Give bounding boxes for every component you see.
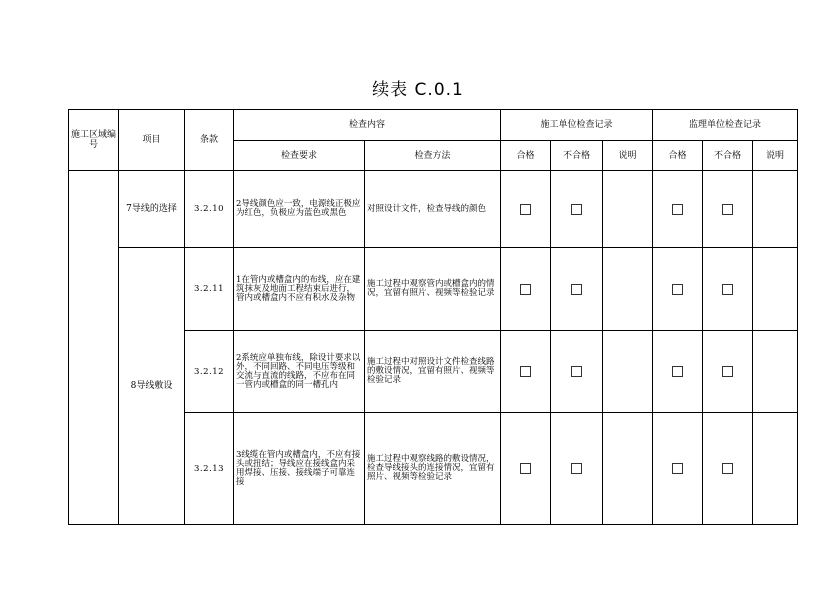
supervision-unqualified-checkbox[interactable] [722,204,733,215]
table-row [69,171,798,248]
supervision-unqualified-checkbox[interactable] [722,463,733,474]
supervision-qualified-checkbox[interactable] [672,284,683,295]
clause-cell: 3.2.11 [185,248,234,331]
supervision-unqualified-checkbox[interactable] [722,284,733,295]
construction-qualified-checkbox[interactable] [520,366,531,377]
page-title: 续表 C.0.1 [372,80,464,100]
construction-note-cell[interactable] [603,413,653,525]
area-code-cell [69,171,119,525]
construction-note-cell[interactable] [603,248,653,331]
construction-qualified-checkbox[interactable] [520,463,531,474]
construction-qualified-checkbox[interactable] [520,284,531,295]
method-cell: 施工过程中对照设计文件检查线路的敷设情况，宜留有照片、视频等检验记录 [365,331,501,413]
supervision-note-cell[interactable] [753,413,798,525]
header-supervision-qualified: 合格 [653,141,703,171]
method-cell: 施工过程中观察管内或槽盒内的情况，宜留有照片、视频等检验记录 [365,248,501,331]
construction-note-cell[interactable] [603,331,653,413]
header-clause: 条款 [185,110,234,171]
supervision-qualified-checkbox[interactable] [672,366,683,377]
inspection-table [68,109,798,525]
item-cell: 8导线敷设 [119,248,185,525]
construction-unqualified-checkbox[interactable] [571,284,582,295]
construction-qualified-checkbox[interactable] [520,204,531,215]
clause-cell: 3.2.12 [185,331,234,413]
method-cell: 对照设计文件，检查导线的颜色 [365,171,501,248]
clause-cell: 3.2.10 [185,171,234,248]
construction-note-cell[interactable] [603,171,653,248]
header-construction-record: 施工单位检查记录 [501,110,653,141]
supervision-qualified-checkbox[interactable] [672,204,683,215]
item-cell: 7导线的选择 [119,171,185,248]
requirement-cell: 2系统应单独布线，除设计要求以外，不同回路、不同电压等级和交流与直流的线路，不应布在同一管内或槽盒的同一槽孔内 [234,331,365,413]
header-supervision-record: 监理单位检查记录 [653,110,798,141]
table-row [69,248,798,331]
method-cell: 施工过程中观察线路的敷设情况，检查导线接头的连接情况，宜留有照片、视频等检验记录 [365,413,501,525]
requirement-cell: 3线缆在管内或槽盒内，不应有接头或扭结；导线应在接线盒内采用焊接、压接、接线端子可靠连接 [234,413,365,525]
supervision-note-cell[interactable] [753,331,798,413]
header-construction-note: 说明 [603,141,653,171]
header-construction-unqualified: 不合格 [551,141,603,171]
requirement-cell: 2导线颜色应一致，电源线正极应为红色，负极应为蓝色或黑色 [234,171,365,248]
supervision-qualified-checkbox[interactable] [672,463,683,474]
supervision-note-cell[interactable] [753,248,798,331]
construction-unqualified-checkbox[interactable] [571,463,582,474]
header-inspection-content: 检查内容 [234,110,501,141]
construction-unqualified-checkbox[interactable] [571,204,582,215]
requirement-cell: 1在管内或槽盒内的布线，应在建筑抹灰及地面工程结束后进行，管内或槽盒内不应有积水及杂物 [234,248,365,331]
header-construction-qualified: 合格 [501,141,551,171]
construction-unqualified-checkbox[interactable] [571,366,582,377]
header-supervision-unqualified: 不合格 [703,141,753,171]
supervision-note-cell[interactable] [753,171,798,248]
header-item: 项目 [119,110,185,171]
clause-cell: 3.2.13 [185,413,234,525]
header-area-code: 施工区域编号 [69,110,119,171]
header-requirement: 检查要求 [234,141,365,171]
header-method: 检查方法 [365,141,501,171]
header-supervision-note: 说明 [753,141,798,171]
supervision-unqualified-checkbox[interactable] [722,366,733,377]
